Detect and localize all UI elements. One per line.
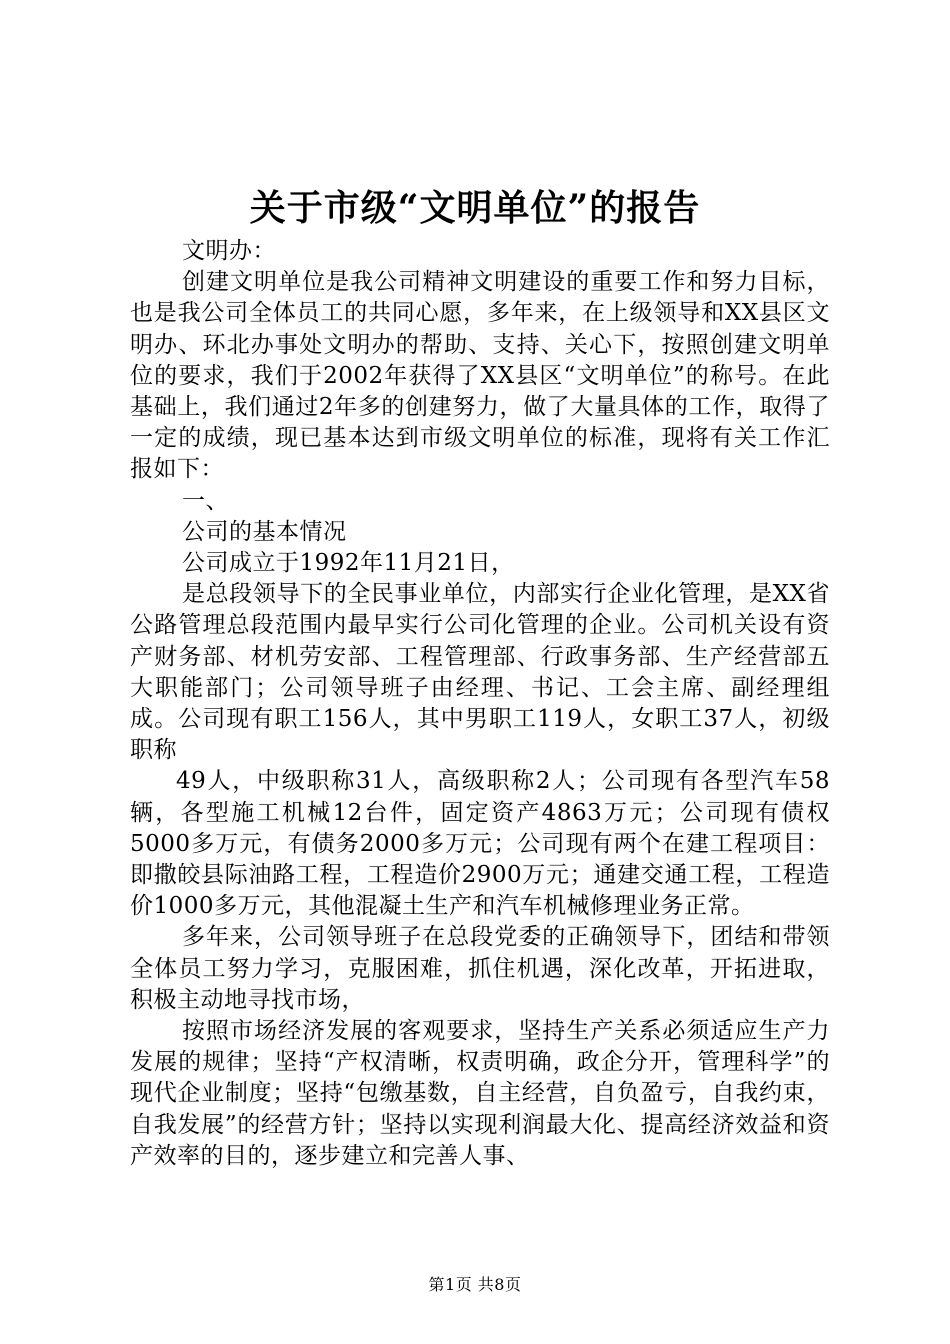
document-body xyxy=(130,236,830,1172)
paragraph-principles: 按照市场经济发展的客观要求，坚持生产关系必须适应生产力发展的规律；坚持“产权清晰，权责明确，政企分开，管理科学”的现代企业制度；坚持“包缴基数，自主经营，自负盈亏，自我约束，自我发展”的经营方针；坚持以实现利润最大化、提高经济效益和资产效率的目的，逐步建立和完善人事、 xyxy=(130,1018,830,1169)
document-title: 关于市级“文明单位”的报告 xyxy=(249,187,701,229)
page-footer: 第1页 共8页 xyxy=(428,1275,522,1294)
paragraph-statistics: 49人，中级职称31人，高级职称2人；公司现有各型汽车58辆，各型施工机械12台件，固定资产4863万元；公司现有债权5000多万元，有债务2000多万元；公司现有两个在建工程项目：即撒皎县际油路工程，工程造价2900万元；通建交通工程，工程造价1000多万元，其他混凝土生产和汽车机械修理业务正常。 xyxy=(130,768,830,920)
paragraph-leadership: 多年来，公司领导班子在总段党委的正确领导下，团结和带领全体员工努力学习，克服困难，抓住机遇，深化改革，开拓进取，积极主动地寻找市场， xyxy=(130,924,830,1013)
paragraph-founding: 公司成立于1992年11月21日， xyxy=(182,550,515,577)
section-heading: 公司的基本情况 xyxy=(182,518,347,545)
paragraph-organization: 是总段领导下的全民事业单位，内部实行企业化管理，是XX省公路管理总段范围内最早实行公司化管理的企业。公司机关设有资产财务部、材机劳安部、工程管理部、行政事务部、生产经营部五大职能部门；公司领导班子由经理、书记、工会主席、副经理组成。公司现有职工156人，其中男职工119人，女职工37人，初级职称 xyxy=(130,581,830,764)
paragraph-intro: 创建文明单位是我公司精神文明建设的重要工作和努力目标，也是我公司全体员工的共同心愿，多年来，在上级领导和XX县区文明办、环北办事处文明办的帮助、支持、关心下，按照创建文明单位的要求，我们于2002年获得了XX县区“文明单位”的称号。在此基础上，我们通过2年多的创建努力，做了大量具体的工作，取得了一定的成绩，现已基本达到市级文明单位的标准，现将有关工作汇报如下： xyxy=(130,269,830,483)
section-number: 一、 xyxy=(182,487,229,514)
salutation: 文明办： xyxy=(182,238,276,264)
